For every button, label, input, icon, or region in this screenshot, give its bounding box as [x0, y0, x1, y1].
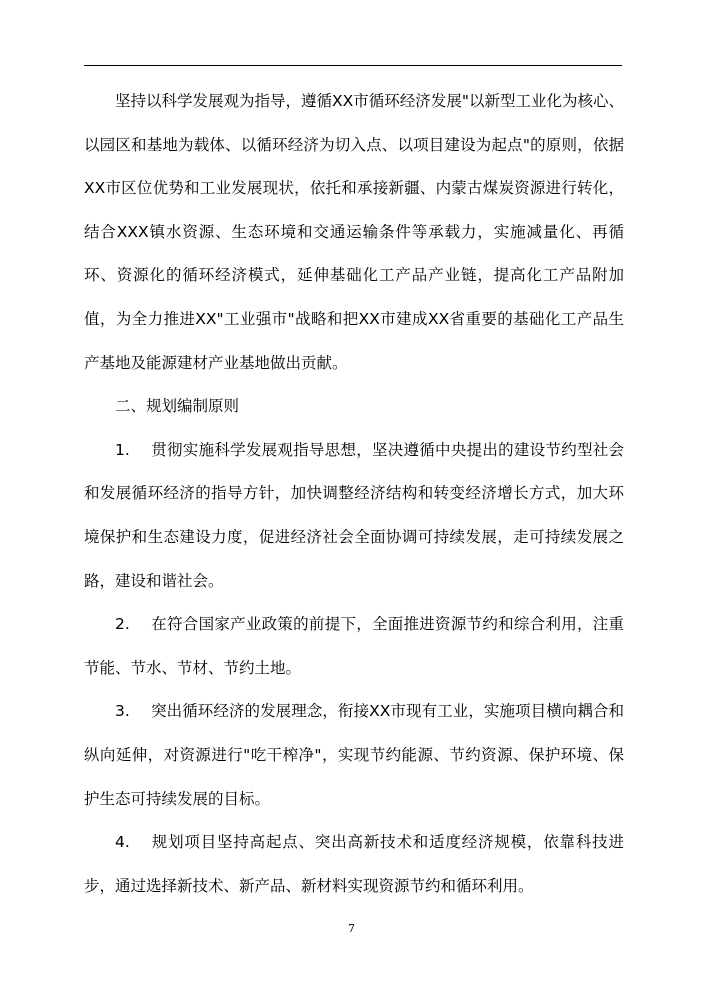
- principle-item-1: [84, 429, 624, 603]
- header-rule: [84, 65, 622, 66]
- intro-paragraph-text: 坚持以科学发展观为指导，遵循XX市循环经济发展"以新型工业化为核心、以园区和基地为载体、以循环经济为切入点、以项目建设为起点"的原则，依据XX市区位优势和工业发展现状，依托和承接新疆、内蒙古煤炭资源进行转化，结合XXX镇水资源、生态环境和交通运输条件等承载力，实施减量化、再循环、资源化的循环经济模式，延伸基础化工产品产业链，提高化工产品附加值，为全力推进XX"工业强市"战略和把XX市建成XX省重要的基础化工产品生产基地及能源建材产业基地做出贡献。: [84, 92, 624, 372]
- principle-number-2: 2.: [115, 615, 130, 634]
- intro-paragraph: [84, 80, 624, 385]
- principle-item-2: [84, 603, 624, 690]
- principle-item-4: [84, 821, 624, 908]
- principle-item-3: [84, 690, 624, 821]
- principle-text-1: 贯彻实施科学发展观指导思想，坚决遵循中央提出的建设节约型社会和发展循环经济的指导方针，加快调整经济结构和转变经济增长方式，加大环境保护和生态建设力度，促进经济社会全面协调可持续发展，走可持续发展之路，建设和谐社会。: [84, 440, 624, 590]
- principle-text-4: 规划项目坚持高起点、突出高新技术和适度经济规模，依靠科技进步，通过选择新技术、新产品、新材料实现资源节约和循环利用。: [84, 833, 624, 895]
- page-number: 7: [348, 922, 355, 935]
- principle-number-4: 4.: [115, 833, 130, 852]
- section-heading: [84, 385, 624, 429]
- principle-number-3: 3.: [115, 702, 130, 721]
- principle-text-2: 在符合国家产业政策的前提下，全面推进资源节约和综合利用，注重节能、节水、节材、节约土地。: [84, 615, 624, 677]
- document-body: [84, 80, 624, 908]
- principle-text-3: 突出循环经济的发展理念，衔接XX市现有工业，实施项目横向耦合和纵向延伸，对资源进行"吃干榨净"，实现节约能源、节约资源、保护环境、保护生态可持续发展的目标。: [84, 702, 624, 808]
- section-heading-text: 二、规划编制原则: [115, 397, 240, 416]
- principle-number-1: 1.: [115, 440, 130, 459]
